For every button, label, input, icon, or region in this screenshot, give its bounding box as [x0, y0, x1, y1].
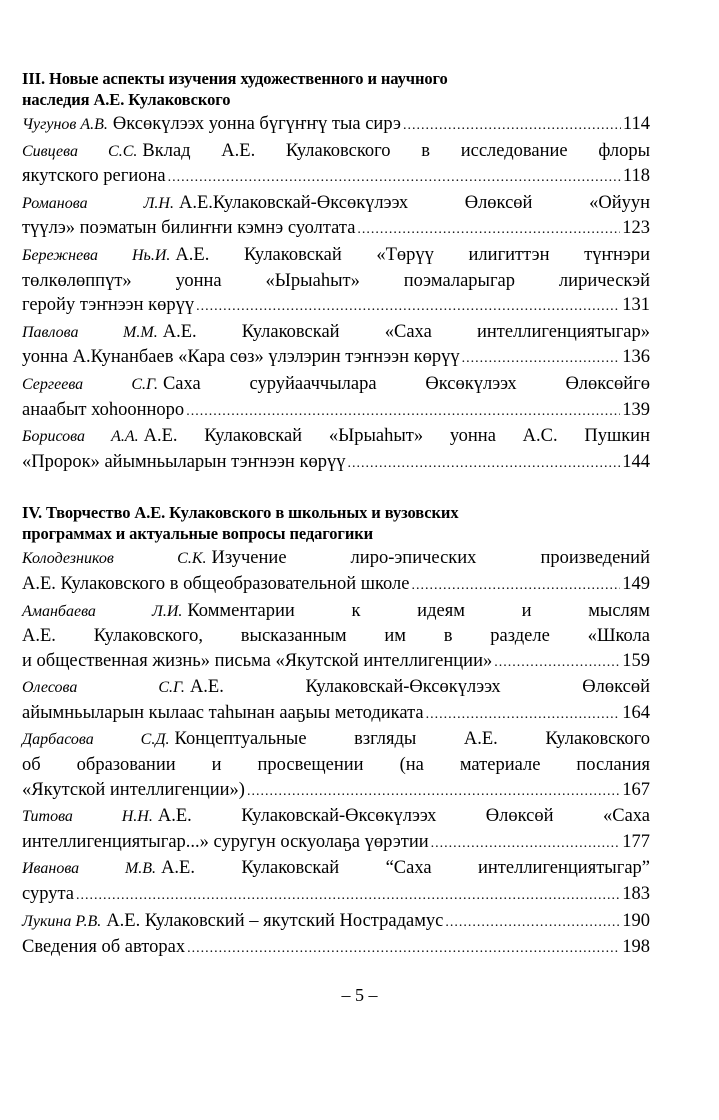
dot-leader [347, 452, 620, 477]
entry-line [22, 345, 650, 372]
entry-page-number: 139 [622, 399, 650, 420]
entry-line [22, 649, 650, 676]
dot-leader [187, 937, 620, 962]
entry-author: Олесова С.Г. [22, 679, 185, 697]
entry-author: Чугунов А.В. [22, 116, 108, 133]
entry-page-number: 159 [622, 650, 650, 671]
entry-line [22, 935, 650, 962]
entry-title-text: сурута [22, 884, 74, 905]
dot-leader [426, 703, 621, 728]
dot-leader [494, 651, 620, 676]
entry-line [22, 372, 650, 398]
section-title-line: программах и актуальные вопросы педагогики [22, 524, 374, 544]
entry-line [22, 191, 650, 217]
entry-author: Сергеева С.Г. [22, 375, 158, 393]
entry-page-number: 118 [622, 166, 650, 187]
entry-line [22, 546, 650, 572]
entry-page-number: 131 [622, 295, 650, 316]
entry-line [22, 424, 650, 450]
entry-page-number: 114 [622, 114, 650, 134]
entry-title-text: интеллигенциятыгар...» суругун оскуолаҕа үөрэтии [22, 831, 429, 852]
dot-leader [247, 780, 620, 805]
entry-author: Бережнева Нь.И. [22, 246, 171, 264]
entry-title-text: А.Е. Кулаковскай “Саха интеллигенциятыгар” [161, 858, 650, 879]
entry-author: Иванова М.В. [22, 860, 157, 878]
entry-page-number: 164 [622, 702, 650, 723]
entry-line [22, 701, 650, 728]
entry-line [22, 753, 650, 778]
section-title-line: IV. Творчество А.Е. Кулаковского в школьных и вузовских [22, 503, 459, 523]
table-of-contents [22, 68, 650, 988]
entry-author: Павлова М.М. [22, 323, 158, 341]
entry-line [22, 624, 650, 649]
entry-title-text: А.Е. Кулаковскай-Өксөкүлээх Өлөксөй «Саха [157, 806, 650, 827]
entry-author: Дарбасова С.Д. [22, 731, 170, 749]
entry-title-text: А.Е. Кулаковскай «Төрүү илигиттэн түҥнэри [175, 244, 651, 265]
entry-line [22, 398, 650, 425]
dot-leader [411, 574, 620, 599]
entry-line [22, 599, 650, 625]
entry-title-text: А.Е. Кулаковского, высказанным им в разделе «Школа [22, 626, 650, 647]
entry-title-text: анаабыт хоһооннорo [22, 399, 185, 420]
entry-title-text: А.Е. Кулаковского в общеобразовательной школе [22, 573, 410, 594]
toc-entry [22, 112, 650, 139]
entry-title-text: якутского региона [22, 166, 166, 187]
entry-page-number: 167 [622, 779, 650, 800]
entry-page-number: 183 [622, 884, 650, 905]
entry-line [22, 164, 650, 191]
entry-title-text: А.Е.Кулаковскай-Өксөкүлээх Өлөксөй «Ойуун [178, 192, 650, 213]
toc-entry [22, 139, 650, 191]
section-title-line: III. Новые аспекты изучения художественного и научного [22, 69, 448, 88]
toc-entry [22, 424, 650, 476]
entry-title-text: А.Е. Кулаковскай «Саха интеллигенциятыгар» [162, 321, 650, 342]
dot-leader [168, 166, 621, 191]
entry-title-text: «Пророк» айымньыларын тэҥнээн көрүү [22, 451, 346, 472]
entry-line [22, 778, 650, 805]
entry-title-text: Концептуальные взгляды А.Е. Кулаковского [174, 729, 650, 750]
entry-line [22, 727, 650, 753]
entry-author: Борисова А.А. [22, 428, 139, 446]
entry-line [22, 112, 650, 139]
toc-entry [22, 935, 650, 962]
toc-entry [22, 372, 650, 424]
entry-author: Аманбаева Л.И. [22, 602, 183, 620]
entry-title-text: и общественная жизнь» письма «Якутской интеллигенции» [22, 650, 493, 671]
toc-entry [22, 599, 650, 676]
entry-line [22, 243, 650, 269]
toc-entry [22, 804, 650, 856]
page-number-footer: – 5 – [341, 985, 378, 1005]
entry-title-text: Изучение лиро-эпических произведений [211, 548, 650, 569]
entry-line [22, 909, 650, 936]
entry-line [22, 216, 650, 243]
dot-leader [462, 347, 621, 372]
entry-title-text: геройу тэҥнээн көрүү [22, 295, 195, 316]
entry-line [22, 830, 650, 857]
toc-entry [22, 909, 650, 936]
section-title [22, 68, 650, 110]
entry-title-text: А.Е. Кулаковскай «Ырыаһыт» уонна А.С. Пушкин [143, 426, 650, 447]
entry-author: Титова Н.Н. [22, 808, 153, 826]
section-title-line: наследия А.Е. Кулаковского [22, 90, 231, 109]
entry-line [22, 882, 650, 909]
dot-leader [186, 400, 620, 425]
toc-entry [22, 191, 650, 243]
entry-title-text: Саха суруйааччылара Өксөкүлээх Өлөксөйгө [162, 373, 651, 394]
entry-title-text: Комментарии к идеям и мыслям [187, 600, 651, 621]
entry-author: Романова Л.Н. [22, 194, 174, 212]
toc-entry [22, 727, 650, 804]
entry-title-text: об образовании и просвещении (на материале послания [22, 755, 650, 776]
entry-line [22, 675, 650, 701]
entry-page-number: 177 [622, 831, 650, 852]
entry-title-text: айымньыларын кылаас таһынан ааҕыы методиката [22, 702, 424, 723]
entry-page-number: 190 [622, 910, 650, 931]
entry-title-text: А.Е. Кулаковский – якутский Нострадамус [106, 910, 444, 931]
entry-page-number: 144 [622, 451, 650, 472]
section-title [22, 502, 650, 544]
entry-title-text: уонна А.Кунанбаев «Кара сөз» үлэлэрин тэҥнээн көрүү [22, 347, 460, 368]
entry-title-text: Сведения об авторах [22, 937, 186, 958]
entry-page-number: 136 [622, 347, 650, 368]
entry-line [22, 269, 650, 294]
entry-line [22, 450, 650, 477]
entry-author: Колодезников С.К. [22, 550, 207, 568]
entry-line [22, 293, 650, 320]
entry-page-number: 198 [622, 937, 650, 958]
toc-section [22, 68, 650, 476]
dot-leader [196, 295, 620, 320]
toc-entry [22, 675, 650, 727]
dot-leader [431, 832, 621, 857]
entry-line [22, 320, 650, 346]
toc-entry [22, 546, 650, 598]
toc-entry [22, 243, 650, 320]
entry-line [22, 804, 650, 830]
entry-author: Лукина Р.В. [22, 912, 102, 930]
entry-line [22, 572, 650, 599]
entry-title-text: А.Е. Кулаковскай-Өксөкүлээх Өлөксөй [189, 677, 650, 698]
toc-entry [22, 856, 650, 908]
entry-author: Сивцева С.С. [22, 142, 138, 160]
entry-page-number: 149 [622, 573, 650, 594]
dot-leader [445, 911, 620, 936]
toc-section [22, 502, 650, 962]
dot-leader [403, 114, 621, 139]
entry-line [22, 139, 650, 165]
dot-leader [357, 218, 620, 243]
dot-leader [76, 884, 620, 909]
entry-line [22, 856, 650, 882]
entry-title-text: түүлэ» поэматын билиҥҥи кэмнэ суолтата [22, 218, 356, 239]
entry-title-text: төлкөлөппүт» уонна «Ырыаһыт» поэмаларыгар лирическэй [22, 270, 650, 291]
entry-title-text: Өксөкүлээх уонна бүгүҥҥү тыа сирэ [112, 114, 401, 134]
entry-title-text: Вклад А.Е. Кулаковского в исследование флоры [142, 140, 651, 161]
entry-title-text: «Якутской интеллигенции») [22, 779, 245, 800]
toc-entry [22, 320, 650, 372]
entry-page-number: 123 [622, 218, 650, 239]
